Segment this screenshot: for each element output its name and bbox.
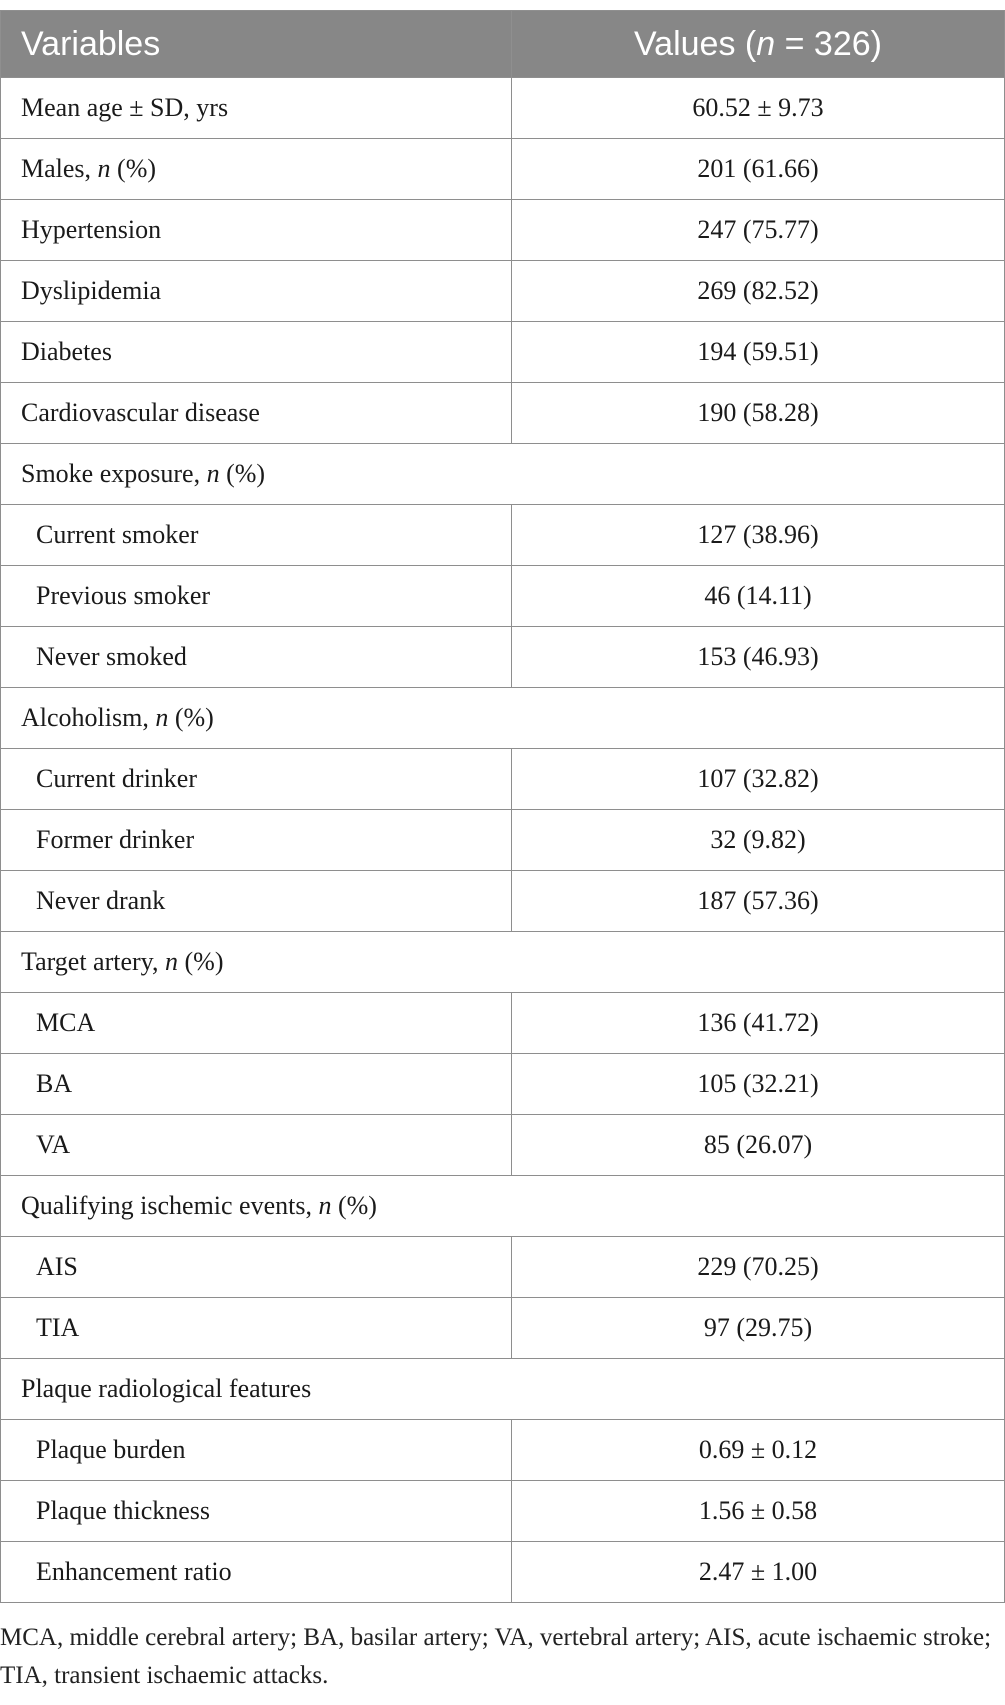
table-group-row [1,688,1005,749]
row-value: 105 (32.21) [512,1054,1005,1115]
row-label: Current drinker [1,749,512,810]
row-value: 1.56 ± 0.58 [512,1481,1005,1542]
header-values: Values (n = 326) [512,11,1005,78]
row-value: 97 (29.75) [512,1298,1005,1359]
row-label: Previous smoker [1,566,512,627]
group-label: Plaque radiological features [1,1359,1005,1420]
group-label: Smoke exposure, n (%) [1,444,1005,505]
row-label: Cardiovascular disease [1,383,512,444]
table-group-row [1,1359,1005,1420]
row-label: Males, n (%) [1,139,512,200]
row-value: 0.69 ± 0.12 [512,1420,1005,1481]
table-header-row [1,11,1005,78]
table-row [1,1298,1005,1359]
table-row [1,871,1005,932]
row-label: Never smoked [1,627,512,688]
row-value: 153 (46.93) [512,627,1005,688]
row-value: 247 (75.77) [512,200,1005,261]
header-variables: Variables [1,11,512,78]
table-row [1,200,1005,261]
row-value: 85 (26.07) [512,1115,1005,1176]
table-row [1,1420,1005,1481]
row-label: Plaque burden [1,1420,512,1481]
row-value: 190 (58.28) [512,383,1005,444]
row-value: 229 (70.25) [512,1237,1005,1298]
table-row [1,261,1005,322]
table-row [1,139,1005,200]
row-label: MCA [1,993,512,1054]
table-row [1,1542,1005,1603]
row-value: 194 (59.51) [512,322,1005,383]
row-label: Current smoker [1,505,512,566]
group-label: Qualifying ischemic events, n (%) [1,1176,1005,1237]
row-label: TIA [1,1298,512,1359]
table-row [1,1481,1005,1542]
row-value: 187 (57.36) [512,871,1005,932]
row-label: Enhancement ratio [1,1542,512,1603]
row-label: Hypertension [1,200,512,261]
row-value: 127 (38.96) [512,505,1005,566]
table-group-row [1,932,1005,993]
row-value: 32 (9.82) [512,810,1005,871]
table-row [1,505,1005,566]
table-body [1,78,1005,1603]
row-label: Dyslipidemia [1,261,512,322]
table-group-row [1,444,1005,505]
row-label: Never drank [1,871,512,932]
row-value: 2.47 ± 1.00 [512,1542,1005,1603]
characteristics-table [0,10,1005,1603]
row-value: 60.52 ± 9.73 [512,78,1005,139]
table-row [1,322,1005,383]
row-value: 269 (82.52) [512,261,1005,322]
table-group-row [1,1176,1005,1237]
table-row [1,627,1005,688]
table-row [1,993,1005,1054]
table-row [1,810,1005,871]
table-row [1,1115,1005,1176]
row-label: Mean age ± SD, yrs [1,78,512,139]
row-value: 46 (14.11) [512,566,1005,627]
table-row [1,78,1005,139]
row-value: 136 (41.72) [512,993,1005,1054]
row-label: Diabetes [1,322,512,383]
table-row [1,383,1005,444]
table-footnote: MCA, middle cerebral artery; BA, basilar artery; VA, vertebral artery; AIS, acute ischaemic stroke; TIA, transient ischaemic attacks. [0,1624,992,1689]
group-label: Target artery, n (%) [1,932,1005,993]
row-label: Plaque thickness [1,1481,512,1542]
table-row [1,1237,1005,1298]
row-value: 201 (61.66) [512,139,1005,200]
row-label: AIS [1,1237,512,1298]
table-row [1,1054,1005,1115]
row-label: BA [1,1054,512,1115]
row-label: VA [1,1115,512,1176]
table-row [1,749,1005,810]
row-value: 107 (32.82) [512,749,1005,810]
table-row [1,566,1005,627]
row-label: Former drinker [1,810,512,871]
group-label: Alcoholism, n (%) [1,688,1005,749]
